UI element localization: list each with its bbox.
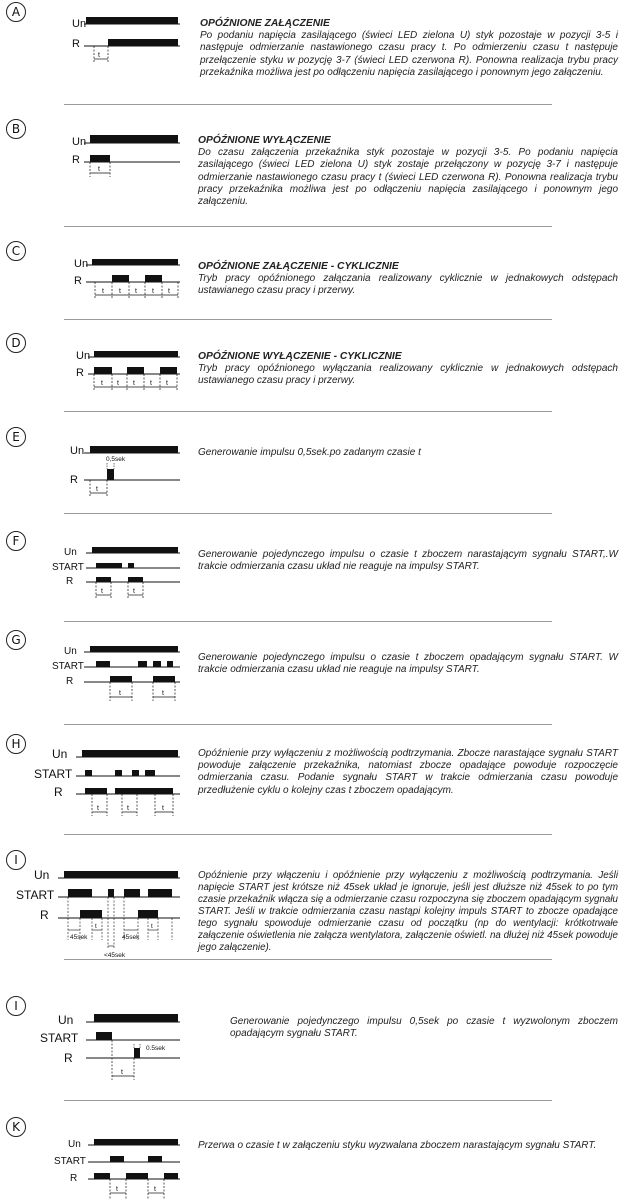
- mode-description: [198, 261, 618, 298]
- r-pulse: [112, 275, 129, 282]
- section-badge: A: [6, 2, 26, 22]
- start-pulse: [68, 889, 92, 897]
- signal-label: START: [54, 1156, 86, 1167]
- time-label: t: [119, 690, 121, 697]
- signal-label: Un: [34, 868, 50, 882]
- time-label: t: [166, 380, 168, 387]
- r-pulse: [107, 469, 114, 480]
- signal-label: Un: [64, 547, 77, 558]
- mode-description: [198, 549, 618, 573]
- r-bar: [164, 1173, 178, 1179]
- mode-description: [198, 870, 618, 954]
- signal-label: START: [34, 767, 73, 781]
- mode-text: Tryb pracy opóźnionego wyłączania realizowany cyklicznie w jednakowych odstępach ustawianego czasu pracy i przerwy.: [198, 363, 618, 387]
- r-bar: [85, 788, 107, 794]
- mode-text: Opóźnienie przy włączeniu i opóźnienie przy wyłączeniu z możliwością podtrzymania. Jeśli napięcie START jest krótsze niż 45sek układ je ignoruje, jeśli jest dłuższe niż 45sek to po tym czasie przekaźnik włącza się a odmierzanie czasu rozpoczyna się zboczem opadającym sygnału START. Jeśli w trakcie odmierzania czasu nastąpi kolejny impuls START to zbocze opadające tego sygnału spowoduje odmierzanie czasu od początku (np do wentylacji: krótkotrwałe załączenie oświetlenia nie załącza wentylatora, załączenie oświetl. na dłużej niż 45sek powoduje jego załączenie).: [198, 870, 618, 953]
- separator: [64, 411, 552, 412]
- r-bar: [96, 577, 111, 582]
- section-badge: C: [6, 241, 26, 261]
- time-label: t: [101, 588, 103, 595]
- signal-label: Un: [74, 258, 89, 270]
- section-b: [0, 115, 634, 230]
- section-d: [0, 329, 634, 419]
- section-badge: E: [6, 427, 26, 447]
- section-i-second: [0, 990, 634, 1105]
- start-pulse: [110, 1156, 124, 1162]
- signal-label: R: [70, 474, 78, 486]
- timing-diagram: [0, 525, 200, 615]
- un-bar: [92, 547, 178, 553]
- time-label: t: [162, 805, 164, 812]
- mode-description: [198, 351, 618, 388]
- mode-description: [198, 652, 618, 676]
- r-bar: [153, 676, 175, 682]
- signal-label: START: [52, 562, 84, 573]
- separator: [64, 959, 552, 960]
- signal-label: START: [40, 1031, 79, 1045]
- section-h: [0, 730, 634, 840]
- signal-label: Un: [76, 350, 91, 362]
- pulse-label: 0,5sek: [106, 456, 126, 463]
- start-pulse: [124, 889, 140, 897]
- mode-description: [198, 1140, 618, 1152]
- time-label: t: [150, 380, 152, 387]
- r-pulse: [160, 367, 177, 374]
- mode-description: [200, 18, 618, 79]
- mode-text: Do czasu załączenia przekaźnika styk pozostaje w pozycji 3-5. Po podaniu napięcia zasilającego (świeci LED zielona U) styk zostaje przełączony w pozycję 3-7 i następuje odmierzanie nastawionego czasu pracy t (świeci LED czerwona R). Ponowna realizacja trybu pracy przekaźnika możliwa jest po odłączeniu napięcia zasilającego i ponownym jego załączeniu.: [198, 147, 618, 208]
- signal-label: R: [54, 785, 63, 799]
- separator: [64, 319, 552, 320]
- un-bar: [86, 17, 178, 24]
- time-label: t: [121, 1069, 123, 1076]
- mode-text: Tryb pracy opóźnionego załączania realizowany cyklicznie w jednakowych odstępach ustawianego czasu pracy i przerwy.: [198, 273, 618, 297]
- time-label: t: [127, 805, 129, 812]
- time-label: t: [116, 1186, 118, 1193]
- start-pulse: [148, 1156, 162, 1162]
- r-bar: [138, 910, 158, 918]
- time-label: t: [119, 288, 121, 295]
- r-pulse: [94, 367, 112, 374]
- r-bar: [126, 1173, 148, 1179]
- mode-title: OPÓŹNIONE WYŁĄCZENIE: [198, 135, 331, 146]
- timing-diagram: [0, 237, 200, 317]
- start-pulse: [153, 661, 161, 667]
- section-badge: I: [6, 850, 26, 870]
- timing-diagram: [0, 730, 200, 830]
- signal-label: R: [72, 38, 80, 50]
- mode-text: Generowanie impulsu 0,5sek.po zadanym czasie t: [198, 447, 421, 458]
- start-pulse: [148, 889, 172, 897]
- signal-label: R: [66, 676, 74, 687]
- start-pulse: [115, 770, 122, 776]
- separator: [64, 226, 552, 227]
- time-label: 45sek: [122, 934, 140, 941]
- section-c: [0, 237, 634, 327]
- separator: [64, 834, 552, 835]
- section-g: [0, 628, 634, 728]
- mode-description: [230, 1016, 618, 1040]
- separator: [64, 621, 552, 622]
- separator: [64, 104, 552, 105]
- r-bar: [128, 577, 143, 582]
- mode-text: Generowanie pojedynczego impulsu 0,5sek po czasie t wyzwolonym zboczem opadającym sygnału START.: [230, 1016, 618, 1040]
- signal-label: Un: [72, 18, 87, 30]
- r-bar: [108, 39, 178, 46]
- time-label: t: [98, 52, 100, 59]
- start-pulse: [138, 661, 147, 667]
- time-label: t: [117, 380, 119, 387]
- separator: [64, 1100, 552, 1101]
- signal-label: Un: [58, 1013, 74, 1027]
- start-pulse: [108, 889, 114, 897]
- time-label: t: [96, 486, 98, 493]
- section-e: [0, 421, 634, 521]
- mode-title: OPÓŹNIONE ZAŁĄCZENIE: [200, 18, 330, 29]
- un-bar: [82, 750, 178, 757]
- section-k: [0, 1113, 634, 1200]
- time-label: t: [135, 288, 137, 295]
- un-bar: [94, 351, 178, 357]
- timing-diagram: [0, 115, 200, 195]
- section-badge: F: [6, 531, 26, 551]
- mode-text: Po podaniu napięcia zasilającego (świeci LED zielona U) styk pozostaje w pozycji 3-5 i następuje odmierzanie nastawionego czasu pracy t. Po odmierzeniu czasu t następuje przełączenie styku w pozycję 3-7 (świeci LED czerwona R). Ponowna realizacja trybu pracy przekaźnika możliwa jest po odłączeniu napięcia zasilającego i ponownym jego załączeniu.: [200, 30, 618, 78]
- un-bar: [94, 1139, 178, 1145]
- mode-text: Opóźnienie przy wyłączeniu z możliwością podtrzymania. Zbocze narastające sygnału START powoduje załączenie przekaźnika, natomiast zbocze opadające powoduje rozpoczęcie odmierzania czasu. Podanie sygnału START w trakcie odmierzania czasu powoduje przedłużenie cyklu o kolejny czas t zboczem opadającym.: [198, 748, 618, 796]
- start-pulse: [128, 563, 134, 568]
- signal-label: START: [16, 888, 55, 902]
- time-label: 45sek: [70, 934, 88, 941]
- section-f: [0, 525, 634, 625]
- section-badge: H: [6, 734, 26, 754]
- start-pulse: [96, 661, 110, 667]
- signal-label: START: [52, 661, 84, 672]
- timing-diagram: [0, 848, 200, 966]
- r-bar: [110, 676, 132, 682]
- timing-diagram: [0, 990, 200, 1100]
- signal-label: Un: [70, 445, 85, 457]
- un-bar: [90, 135, 178, 143]
- timing-diagram: [0, 0, 200, 80]
- r-pulse: [127, 367, 144, 374]
- signal-label: R: [72, 154, 80, 166]
- pulse-label: 0.5sek: [146, 1045, 166, 1052]
- section-badge: K: [6, 1117, 26, 1137]
- signal-label: R: [40, 908, 49, 922]
- timing-diagram: [0, 329, 200, 409]
- time-label: t: [162, 690, 164, 697]
- time-label: t: [133, 588, 135, 595]
- un-bar: [92, 259, 178, 265]
- un-bar: [90, 446, 178, 453]
- signal-label: Un: [52, 747, 68, 761]
- r-bar: [115, 788, 173, 794]
- un-bar: [94, 1014, 178, 1022]
- mode-title: OPÓŹNIONE ZAŁĄCZENIE - CYKLICZNIE: [198, 261, 399, 272]
- mode-text: Generowanie pojedynczego impulsu o czasie t zboczem narastającym sygnału START,.W trakcie odmierzania czasu układ nie reaguje na impulsy START.: [198, 549, 618, 573]
- time-label: t: [151, 923, 153, 930]
- signal-label: R: [76, 367, 84, 379]
- separator: [64, 513, 552, 514]
- signal-label: R: [64, 1051, 73, 1065]
- mode-text: Generowanie pojedynczego impulsu o czasie t zboczem opadającym sygnału START. W trakcie odmierzania czasu układ nie reaguje na impulsy START.: [198, 652, 618, 676]
- section-badge: I: [6, 996, 26, 1016]
- time-label: t: [101, 380, 103, 387]
- mode-description: [198, 135, 618, 208]
- section-i: [0, 848, 634, 966]
- r-bar: [80, 910, 102, 918]
- r-pulse: [145, 275, 162, 282]
- signal-label: Un: [68, 1139, 81, 1150]
- mode-text: Przerwa o czasie t w załączeniu styku wyzwalana zboczem narastającym sygnału START.: [198, 1140, 597, 1151]
- mode-description: [198, 447, 618, 459]
- mode-title: OPÓŹNIONE WYŁĄCZENIE - CYKLICZNIE: [198, 351, 402, 362]
- time-label: t: [154, 1186, 156, 1193]
- start-pulse: [96, 563, 122, 568]
- mode-description: [198, 748, 618, 797]
- signal-label: R: [70, 1173, 78, 1184]
- start-pulse: [145, 770, 155, 776]
- start-pulse: [85, 770, 92, 776]
- signal-label: R: [66, 576, 74, 587]
- time-label: t: [102, 288, 104, 295]
- un-bar: [90, 646, 178, 652]
- time-label: t: [95, 923, 97, 930]
- start-pulse: [167, 661, 173, 667]
- r-bar: [94, 1173, 110, 1179]
- separator: [64, 724, 552, 725]
- time-label: t: [97, 805, 99, 812]
- section-badge: D: [6, 333, 26, 353]
- timing-diagram: [0, 1113, 200, 1200]
- section-badge: G: [6, 630, 26, 650]
- r-pulse: [134, 1048, 140, 1058]
- time-label: t: [168, 288, 170, 295]
- time-label: t: [98, 166, 100, 173]
- short-pulse-label: <45sek: [104, 952, 126, 959]
- signal-label: Un: [72, 136, 87, 148]
- un-bar: [64, 871, 178, 878]
- signal-label: R: [74, 275, 82, 287]
- timing-diagram: [0, 421, 200, 511]
- time-label: t: [133, 380, 135, 387]
- time-label: t: [152, 288, 154, 295]
- start-pulse: [96, 1032, 112, 1040]
- section-a: [0, 0, 634, 110]
- r-bar: [90, 155, 110, 162]
- section-badge: B: [6, 119, 26, 139]
- signal-label: Un: [64, 646, 77, 657]
- start-pulse: [132, 770, 139, 776]
- timing-diagram: [0, 628, 200, 718]
